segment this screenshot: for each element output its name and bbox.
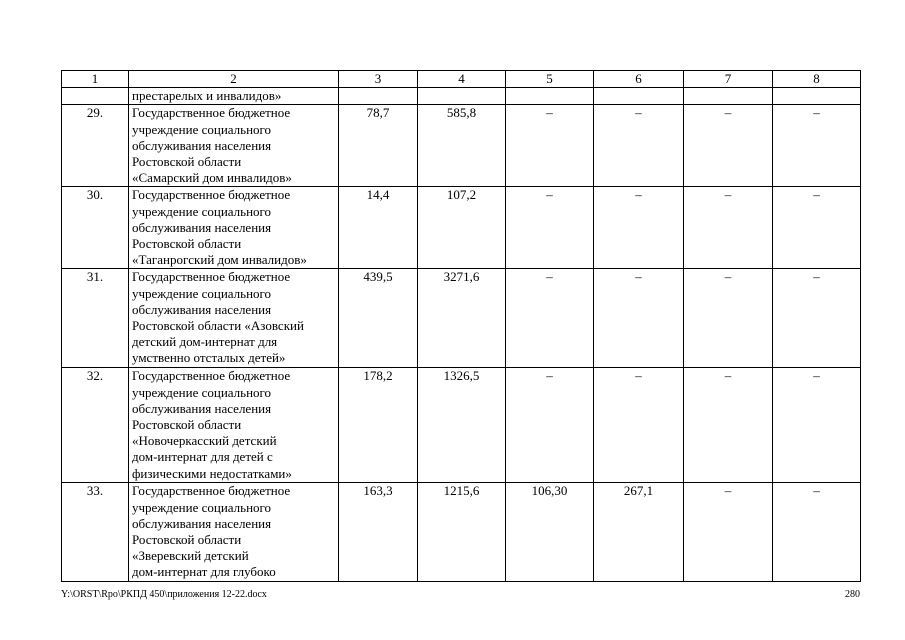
column-header-4: 4 <box>418 71 506 88</box>
cell-col-4: 3271,6 <box>418 269 506 368</box>
cell-col-5 <box>506 88 594 105</box>
cell-col-8: – <box>773 269 861 368</box>
row-number: 32. <box>62 368 129 483</box>
cell-col-7: – <box>684 483 773 581</box>
cell-col-8: – <box>773 368 861 483</box>
cell-col-8: – <box>773 187 861 269</box>
institution-name: Государственное бюджетное учреждение социального обслуживания населения Ростовской области «Новочеркасский детский дом-интернат для детей с физическими недостатками» <box>129 368 339 483</box>
page-number: 280 <box>845 589 860 600</box>
cell-col-8 <box>773 88 861 105</box>
table-row <box>62 187 861 269</box>
row-number: 30. <box>62 187 129 269</box>
column-header-5: 5 <box>506 71 594 88</box>
cell-col-7: – <box>684 269 773 368</box>
row-number: 29. <box>62 105 129 187</box>
column-header-6: 6 <box>594 71 684 88</box>
cell-col-3: 14,4 <box>339 187 418 269</box>
cell-col-3: 78,7 <box>339 105 418 187</box>
cell-col-4: 1215,6 <box>418 483 506 581</box>
column-header-8: 8 <box>773 71 861 88</box>
cell-col-7: – <box>684 368 773 483</box>
cell-col-3 <box>339 88 418 105</box>
cell-col-4: 585,8 <box>418 105 506 187</box>
cell-col-4: 1326,5 <box>418 368 506 483</box>
table-row <box>62 483 861 581</box>
cell-col-7 <box>684 88 773 105</box>
row-number <box>62 88 129 105</box>
cell-col-6: – <box>594 269 684 368</box>
column-header-2: 2 <box>129 71 339 88</box>
table-header-row <box>62 71 861 88</box>
column-header-1: 1 <box>62 71 129 88</box>
cell-col-4: 107,2 <box>418 187 506 269</box>
table-row <box>62 105 861 187</box>
cell-col-3: 439,5 <box>339 269 418 368</box>
table-row <box>62 88 861 105</box>
institution-name: Государственное бюджетное учреждение социального обслуживания населения Ростовской области «Таганрогский дом инвалидов» <box>129 187 339 269</box>
cell-col-6: – <box>594 368 684 483</box>
data-table <box>61 70 861 582</box>
cell-col-5: – <box>506 269 594 368</box>
cell-col-8: – <box>773 105 861 187</box>
cell-col-8: – <box>773 483 861 581</box>
cell-col-5: 106,30 <box>506 483 594 581</box>
cell-col-3: 178,2 <box>339 368 418 483</box>
cell-col-6: – <box>594 105 684 187</box>
table-row <box>62 368 861 483</box>
row-number: 31. <box>62 269 129 368</box>
cell-col-4 <box>418 88 506 105</box>
cell-col-5: – <box>506 187 594 269</box>
cell-col-6: – <box>594 187 684 269</box>
institution-name: Государственное бюджетное учреждение социального обслуживания населения Ростовской области «Азовский детский дом-интернат для умственно отсталых детей» <box>129 269 339 368</box>
cell-col-6 <box>594 88 684 105</box>
column-header-7: 7 <box>684 71 773 88</box>
table-row <box>62 269 861 368</box>
cell-col-5: – <box>506 105 594 187</box>
institution-name: Государственное бюджетное учреждение социального обслуживания населения Ростовской области «Самарский дом инвалидов» <box>129 105 339 187</box>
row-number: 33. <box>62 483 129 581</box>
institution-name: Государственное бюджетное учреждение социального обслуживания населения Ростовской области «Зверевский детский дом-интернат для глубоко <box>129 483 339 581</box>
cell-col-7: – <box>684 187 773 269</box>
cell-col-6: 267,1 <box>594 483 684 581</box>
cell-col-7: – <box>684 105 773 187</box>
column-header-3: 3 <box>339 71 418 88</box>
footer-file-path: Y:\ORST\Rpo\РКПД 450\приложения 12-22.docx <box>61 589 267 600</box>
cell-col-3: 163,3 <box>339 483 418 581</box>
institution-name: престарелых и инвалидов» <box>129 88 339 105</box>
cell-col-5: – <box>506 368 594 483</box>
